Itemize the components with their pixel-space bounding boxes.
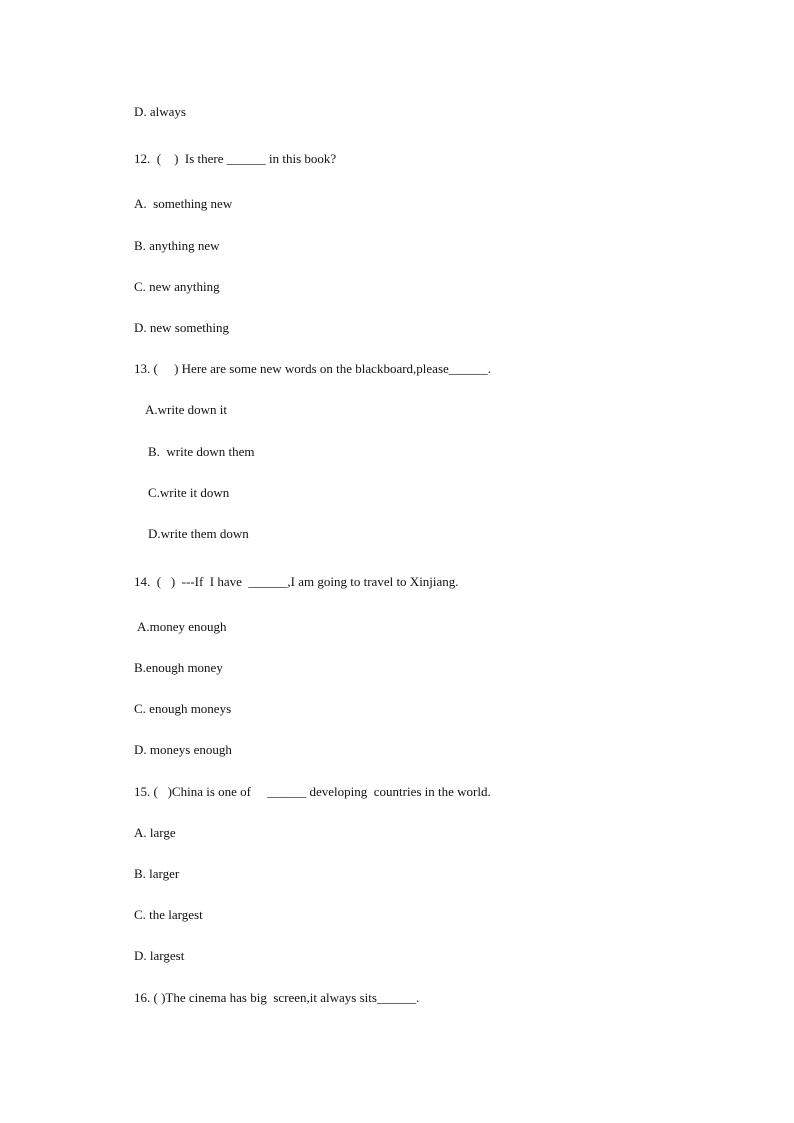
option-11-d: D. always: [134, 104, 186, 119]
question-14: 14. ( ) ---If I have ______,I am going to travel to Xinjiang.: [134, 574, 459, 589]
option-14-d: D. moneys enough: [134, 742, 232, 757]
option-12-a: A. something new: [134, 196, 233, 211]
option-14-a: A.money enough: [137, 619, 227, 634]
option-13-c: C.write it down: [148, 485, 230, 500]
option-15-b: B. larger: [134, 866, 180, 881]
option-15-a: A. large: [134, 825, 176, 840]
option-15-d: D. largest: [134, 948, 185, 963]
option-14-b: B.enough money: [134, 660, 223, 675]
option-14-c: C. enough moneys: [134, 701, 232, 716]
option-13-d: D.write them down: [148, 526, 249, 541]
option-12-b: B. anything new: [134, 238, 220, 253]
option-13-b: B. write down them: [148, 444, 255, 459]
option-13-a: A.write down it: [145, 402, 227, 417]
question-16: 16. ( )The cinema has big screen,it always sits______.: [134, 990, 420, 1005]
question-13: 13. ( ) Here are some new words on the blackboard,please______.: [134, 361, 492, 376]
question-12: 12. ( ) Is there ______ in this book?: [134, 151, 337, 166]
question-15: 15. ( )China is one of ______ developing countries in the world.: [134, 784, 491, 799]
option-12-d: D. new something: [134, 320, 229, 335]
option-15-c: C. the largest: [134, 907, 203, 922]
option-12-c: C. new anything: [134, 279, 220, 294]
